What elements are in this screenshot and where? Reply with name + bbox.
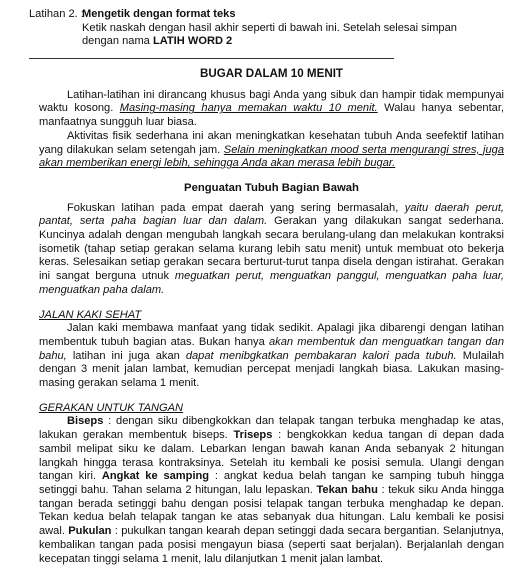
exercise-header [29, 8, 502, 49]
section-subtitle: Penguatan Tubuh Bagian Bawah [184, 181, 359, 194]
section-heading-walking: JALAN KAKI SEHAT [39, 308, 142, 321]
instruction-line-1: Ketik naskah dengan hasil akhir seperti di bawah ini. Setelah selesai simpan [82, 21, 457, 34]
paragraph-benefit: Aktivitas fisik sederhana ini akan meningkatkan kesehatan tubuh Anda seefektif latihan yang dilakukan selam setengah jam. Selain meningkatkan mood serta mengurangi stres, juga akan memberikan energi lebih, sehingga Anda akan merasa lebih bugar. [39, 129, 504, 170]
paragraph-walking: Jalan kaki membawa manfaat yang tidak sedikit. Apalagi jika dibarengi dengan latihan membentuk tubuh bagian atas. Bukan hanya akan membentuk dan menguatkan tangan dan bahu, latihan ini juga akan dapat menibgkatkan pembakaran kalori pada tubuh. Mulailah dengan 3 menit jalan lambat, kemudian percepat menjadi langkah biasa. Lakukan masing-masing gerakan selama 1 menit. [39, 322, 505, 390]
exercise-title: Mengetik dengan format teks [82, 8, 236, 20]
paragraph-arm-exercises: Biseps : dengan siku dibengkokkan dan telapak tangan terbuka menghadap ke atas, lakukan gerakan membentuk biseps. Triseps : bengkokkan kedua tangan di depan dada sambil melipat siku ke dalam. Lebarkan lengan bawah kanan Anda sebanyak 2 hitungan langkah hingga terasa kontraksinya. Setelah itu kembali ke posisi semula. Ulangi dengan tangan kiri. Angkat ke samping : angkat kedua belah tangan ke samping tubuh hingga setinggi bahu. Tahan selama 2 hitungan, lalu lepaskan. Tekan bahu : tekuk siku Anda hingga tangan berada setinggi bahu dengan posisi telapak tangan terbuka menghadap ke depan. Tekan kedua belah telapak tangan ke atas sebanyak dua hitungan. Lalu kembali ke posisi awal. Pukulan : pukulkan tangan kearah depan setinggi dada secara bergantian. Selanjutnya, kembalikan tangan pada posisi mengayun biasa (seperti saat berjalan). Berjalanlah dengan kecepatan tinggi selama 1 menit, lalu dilanjutkan 1 menit jalan lambat. [39, 415, 505, 565]
underlined-text: Selain meningkatkan mood serta mengurangi stres, juga akan memberikan energi lebih, sehingga Anda akan merasa lebih bugar. [39, 143, 504, 170]
instruction-line-2 [82, 35, 502, 49]
header-divider [29, 58, 394, 59]
exercise-instructions [82, 8, 502, 49]
section-heading-arms: GERAKAN UNTUK TANGAN [39, 401, 184, 414]
exercise-number: Latihan 2. : [29, 8, 84, 20]
document-body [39, 67, 504, 566]
paragraph-lower-body: Fokuskan latihan pada empat daerah yang sering bermasalah, yaitu daerah perut, pantat, serta paha bagian luar dan dalam. Gerakan yang dilakukan sangat sederhana. Kuncinya adalah dengan mengubah langkah secara berulang-ulang dan melakukan kontraksi isometik (tahap setiap gerakan selama kurang lebih satu menit) untuk membuat oto bekerja keras. Selesaikan setiap gerakan secara berturut-turut tanpa disela dengan istirahat. Gerakan ini sangat berguna utnuk meguatkan perut, menguatkan panggul, menguatkan paha luar, menguatkan paha dalam. [39, 201, 504, 296]
document-title: BUGAR DALAM 10 MENIT [200, 67, 343, 80]
file-name: LATIH WORD 2 [152, 35, 233, 48]
instruction-prefix: dengan nama [82, 35, 153, 48]
paragraph-intro: Latihan-latihan ini dirancang khusus bagi Anda yang sibuk dan hampir tidak mempunyai waktu kosong. Masing-masing hanya memakan waktu 10 menit. Walau hanya sebentar, manfaatnya sungguh luar biasa. [39, 88, 504, 129]
underlined-text: Masing-masing hanya memakan waktu 10 menit. [119, 102, 378, 115]
